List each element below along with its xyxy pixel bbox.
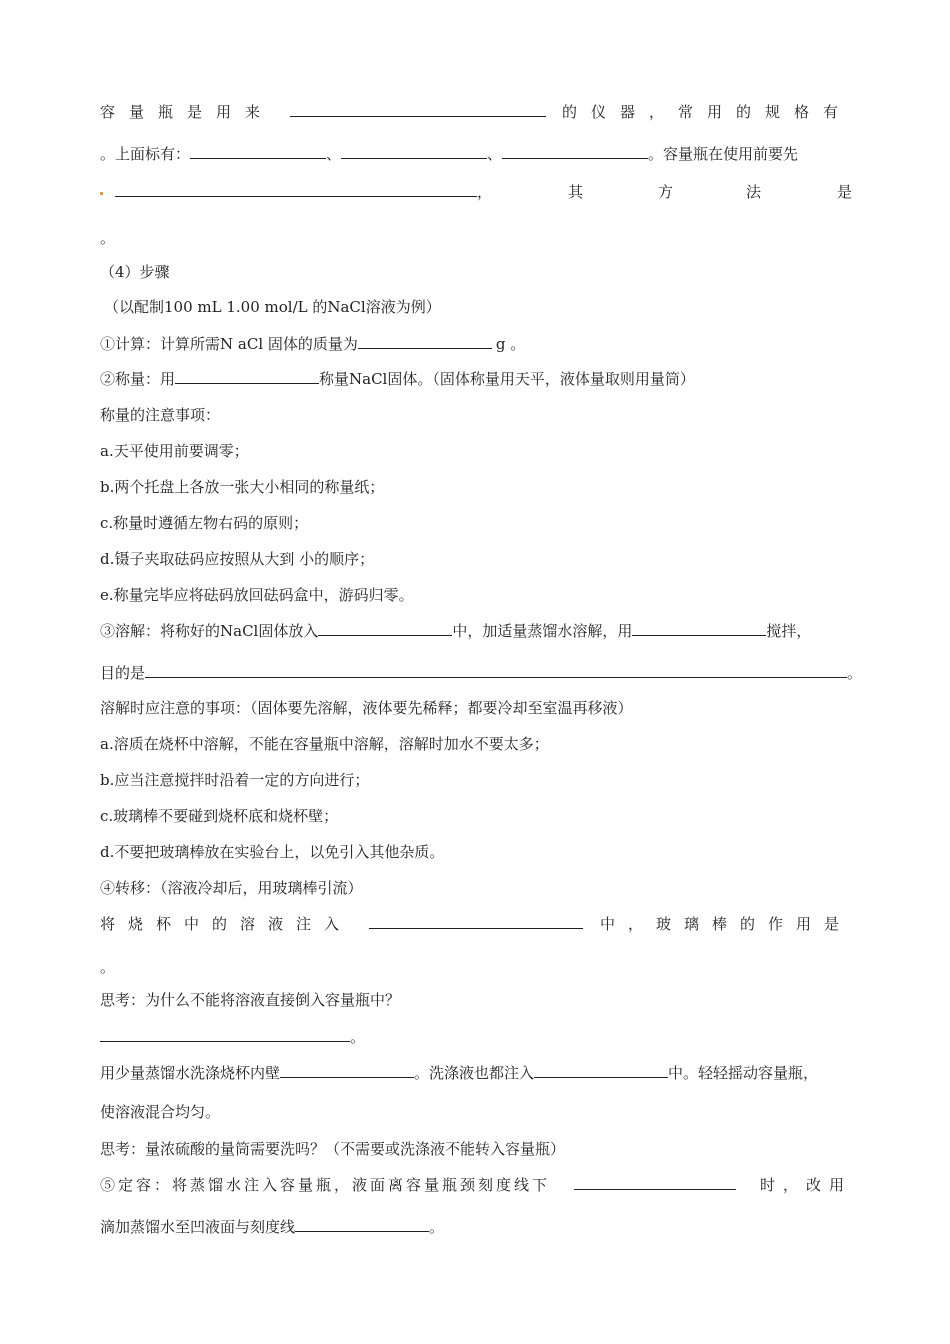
purpose-end: 。 <box>847 664 863 682</box>
calc-line <box>100 334 525 354</box>
blank-mark-3[interactable] <box>502 144 648 159</box>
fill-line-2 <box>100 144 798 164</box>
comma: ， <box>477 183 493 201</box>
flask-marks-label: 。上面标有： <box>100 145 191 163</box>
blank-stirrer[interactable] <box>632 621 766 636</box>
method-word-2: 方 <box>658 183 674 201</box>
fix-end: 时，改用 <box>759 1176 852 1194</box>
transfer-line <box>100 914 852 934</box>
blank-wash-times[interactable] <box>280 1063 414 1078</box>
blank-wash-target[interactable] <box>534 1063 668 1078</box>
dissolve-note: a.溶质在烧杯中溶解，不能在容量瓶中溶解，溶解时加水不要太多； <box>100 735 549 753</box>
blank-purpose[interactable] <box>145 663 847 678</box>
mark-dot <box>100 192 103 195</box>
fix-2-end: 。 <box>429 1218 445 1236</box>
separator: 、 <box>487 145 503 163</box>
dissolve-end: 搅拌， <box>766 622 812 640</box>
weigh-note: b.两个托盘上各放一张大小相同的称量纸； <box>100 478 385 496</box>
weigh-note: e.称量完毕应将砝码放回砝码盒中，游码归零。 <box>100 586 414 604</box>
wash-label: 用少量蒸馏水洗涤烧杯内壁 <box>100 1064 281 1082</box>
wash-line-2: 使溶液混合均匀。 <box>100 1103 221 1121</box>
wash-mid: 。洗涤液也都注入 <box>414 1064 535 1082</box>
dissolve-line <box>100 621 811 641</box>
dissolve-note: b.应当注意搅拌时沿着一定的方向进行； <box>100 771 370 789</box>
wash-end: 中。轻轻摇动容量瓶， <box>668 1064 819 1082</box>
fix-line-2 <box>100 1217 444 1237</box>
step-title: （4）步骤 <box>100 263 170 281</box>
weigh-note: d.镊子夹取砝码应按照从大到 小的顺序； <box>100 550 375 568</box>
fix-label: ⑤定容：将蒸馏水注入容量瓶，液面离容量瓶颈刻度线下 <box>100 1176 551 1194</box>
separator: 、 <box>326 145 342 163</box>
weigh-note: c.称量时遵循左物右码的原则； <box>100 514 309 532</box>
blank-before-use[interactable] <box>115 182 477 197</box>
dissolve-note: c.玻璃棒不要碰到烧杯底和烧杯壁； <box>100 807 339 825</box>
blank-container[interactable] <box>318 621 452 636</box>
method-word-4: 是 <box>837 183 853 201</box>
dissolve-mid: 中，加适量蒸馏水溶解，用 <box>452 622 633 640</box>
weigh-notes-title: 称量的注意事项： <box>100 406 221 424</box>
fill-line-1 <box>100 102 852 122</box>
weigh-rest: 称量NaCl固体。（固体称量用天平，液体量取则用量筒） <box>319 370 695 388</box>
weigh-line <box>100 369 695 389</box>
blank-mark-1[interactable] <box>190 144 326 159</box>
fix-line <box>100 1175 852 1195</box>
blank-think-1[interactable] <box>100 1027 350 1042</box>
think-1-answer-line <box>100 1027 365 1047</box>
weigh-note: a.天平使用前要调零； <box>100 442 249 460</box>
blank-mass[interactable] <box>358 334 492 349</box>
calc-unit: g 。 <box>495 335 526 353</box>
blank-distance[interactable] <box>574 1175 736 1190</box>
dissolve-notes-title: 溶解时应注意的事项：（固体要先溶解，液体要先稀释；都要冷却至室温再移液） <box>100 699 633 717</box>
period-line: 。 <box>100 229 116 247</box>
example-note: （以配制100 mL 1.00 mol/L 的NaCl溶液为例） <box>104 298 441 316</box>
blank-flask-purpose[interactable] <box>290 102 546 117</box>
purpose-label: 目的是 <box>100 664 146 682</box>
blank-level[interactable] <box>295 1217 429 1232</box>
calc-label: ①计算：计算所需N aCl 固体的质量为 <box>100 335 358 353</box>
think-1: 思考：为什么不能将溶液直接倒入容量瓶中？ <box>100 991 401 1009</box>
blank-balance[interactable] <box>175 369 319 384</box>
transfer-end: 。 <box>100 958 116 976</box>
think-1-end: 。 <box>350 1028 366 1046</box>
dissolve-note: d.不要把玻璃棒放在实验台上，以免引入其他杂质。 <box>100 843 445 861</box>
think-2: 思考：量浓硫酸的量筒需要洗吗？（不需要或洗涤液不能转入容量瓶） <box>100 1140 566 1158</box>
purpose-line <box>100 663 862 683</box>
dissolve-label: ③溶解：将称好的NaCl固体放入 <box>100 622 319 640</box>
transfer-title: ④转移：（溶液冷却后，用玻璃棒引流） <box>100 879 363 897</box>
blank-mark-2[interactable] <box>341 144 487 159</box>
method-word-3: 法 <box>746 183 762 201</box>
flask-spec-label: 的仪器，常用的规格有 <box>561 103 852 121</box>
transfer-label: 将烧杯中的溶液注入 <box>100 915 353 933</box>
flask-before-use-label: 。容量瓶在使用前要先 <box>648 145 799 163</box>
blank-transfer-target[interactable] <box>369 914 583 929</box>
weigh-label: ②称量：用 <box>100 370 176 388</box>
wash-line <box>100 1063 818 1083</box>
method-word-1: 其 <box>568 183 584 201</box>
flask-purpose-label: 容量瓶是用来 <box>100 103 275 121</box>
fill-line-3 <box>100 182 852 202</box>
fix-2-label: 滴加蒸馏水至凹液面与刻度线 <box>100 1218 296 1236</box>
glass-rod-role-label: 中，玻璃棒的作用是 <box>599 915 852 933</box>
